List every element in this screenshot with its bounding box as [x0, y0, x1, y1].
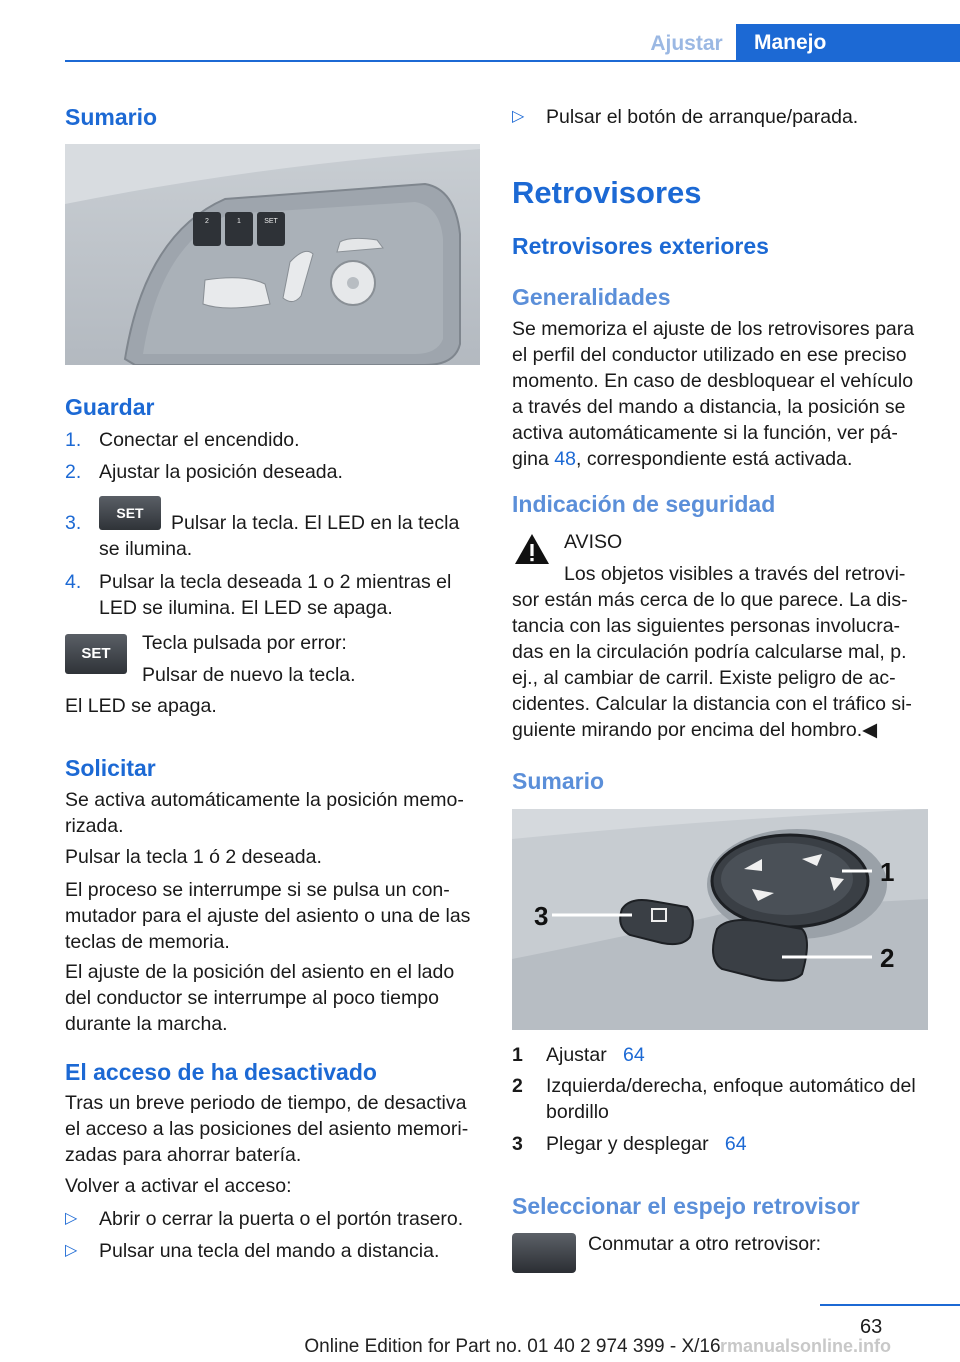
svg-text:2: 2: [205, 218, 209, 225]
led-off-text: El LED se apaga.: [65, 695, 217, 717]
aviso-label: AVISO: [564, 531, 623, 553]
heading-acceso: El acceso de ha desactivado: [65, 1059, 377, 1085]
conmutar-text: Conmutar a otro retrovisor:: [588, 1233, 822, 1255]
step-text: Pulsar la tecla deseada 1 o 2 mientras el LED se ilumina. El LED se apaga.: [99, 571, 452, 619]
mirror-switch-image: [512, 809, 928, 1030]
step-number: 4.: [65, 571, 82, 593]
step-number: 3.: [65, 512, 82, 534]
page-number: 63: [860, 1316, 883, 1338]
step-text: Ajustar la posición deseada.: [99, 461, 343, 483]
heading-guardar: Guardar: [65, 394, 155, 420]
svg-text:1: 1: [880, 857, 895, 887]
legend-text: Izquierda/derecha, enfoque automático del bordillo: [546, 1075, 916, 1123]
heading-generalidades: Generalidades: [512, 284, 671, 310]
heading-sumario: Sumario: [65, 104, 158, 130]
legend-text: [546, 1131, 928, 1157]
heading-retrovisores: Retrovisores: [512, 175, 702, 210]
step-text: Conectar el encendido.: [99, 429, 300, 451]
paragraph-text: Se memoriza el ajuste de los retrovisores para el perfil del conductor utilizado en ese preciso momento. En caso de desbloquear el vehículo a través del mando a distancia, la posición se activa automáticamente si la función, ver pá‐gina: [512, 318, 915, 470]
paragraph-text: , correspondiente está activada.: [576, 448, 853, 470]
heading-solicitar: Solicitar: [65, 755, 156, 781]
error-note-line2: Pulsar de nuevo la tecla.: [142, 664, 356, 686]
paragraph: El proceso se interrumpe si se pulsa un con‐mutador para el ajuste del asiento o una de las teclas de memoria.: [65, 879, 471, 953]
set-key-icon: SET: [99, 496, 161, 530]
heading-seleccionar: Seleccionar el espejo retrovisor: [512, 1193, 860, 1219]
legend-text: [546, 1042, 928, 1068]
step-number: 2.: [65, 461, 82, 483]
seat-memory-buttons-image: [65, 144, 480, 365]
footer-rule: [820, 1304, 960, 1306]
paragraph: El ajuste de la posición del asiento en el lado del conductor se interrumpe al poco tiempo durante la marcha.: [65, 961, 455, 1035]
tab-ajustar[interactable]: Ajustar: [650, 32, 723, 55]
legend-number: 2: [512, 1075, 523, 1097]
legend-label: Ajustar: [546, 1044, 607, 1066]
set-key-icon: SET: [65, 634, 127, 674]
legend-number: 3: [512, 1133, 523, 1155]
bullet-icon: ▷: [65, 1210, 78, 1227]
paragraph: [512, 316, 928, 472]
heading-seguridad: Indicación de seguridad: [512, 491, 776, 517]
watermark: rmanualsonline.info: [720, 1336, 892, 1356]
svg-text:SET: SET: [264, 218, 278, 225]
page-link-64[interactable]: 64: [622, 1044, 645, 1066]
bullet-text: Pulsar una tecla del mando a distancia.: [99, 1240, 440, 1262]
paragraph: Se activa automáticamente la posición memo‐rizada.: [65, 789, 464, 837]
step-text: Pulsar la tecla. El LED en la tecla se ilumina.: [99, 512, 460, 560]
paragraph: Tras un breve periodo de tiempo, de desactiva el acceso a las posiciones del asiento memori‐zadas para ahorrar batería.: [65, 1092, 469, 1166]
page-link-64[interactable]: 64: [724, 1133, 747, 1155]
legend-label: Plegar y desplegar: [546, 1133, 709, 1155]
bullet-text: Abrir o cerrar la puerta o el portón trasero.: [99, 1208, 464, 1230]
paragraph: Volver a activar el acceso:: [65, 1175, 292, 1197]
edition-text: Online Edition for Part no. 01 40 2 974 399 - X/16: [304, 1336, 721, 1357]
step-number: 1.: [65, 429, 82, 451]
svg-text:3: 3: [534, 901, 549, 931]
mirror-selector-button-icon: [512, 1233, 576, 1273]
aviso-text: Los objetos visibles a través del retrovi‐sor están más cerca de lo que parece. La dis‐tancia con las siguientes personas involucra‐das en la circulación podría calcularse mal, p. ej., al cambiar de carril. Existe peligro de ac‐cidentes. Calcular la distancia con el tráfico si‐guiente mirando por encima del hombro.◀: [512, 563, 912, 741]
paragraph: Pulsar la tecla 1 ó 2 deseada.: [65, 846, 322, 868]
page-link-48[interactable]: 48: [554, 448, 576, 470]
svg-text:2: 2: [880, 943, 895, 973]
error-note-line1: Tecla pulsada por error:: [142, 632, 347, 654]
bullet-icon: ▷: [65, 1242, 78, 1259]
header-rule: [65, 60, 960, 62]
bullet-icon: ▷: [512, 108, 525, 125]
heading-sumario-right: Sumario: [512, 768, 605, 794]
tab-manejo[interactable]: Manejo: [736, 24, 960, 62]
bullet-text: Pulsar el botón de arranque/parada.: [546, 106, 859, 128]
svg-text:1: 1: [237, 218, 241, 225]
legend-number: 1: [512, 1044, 523, 1066]
heading-exteriores: Retrovisores exteriores: [512, 233, 769, 259]
